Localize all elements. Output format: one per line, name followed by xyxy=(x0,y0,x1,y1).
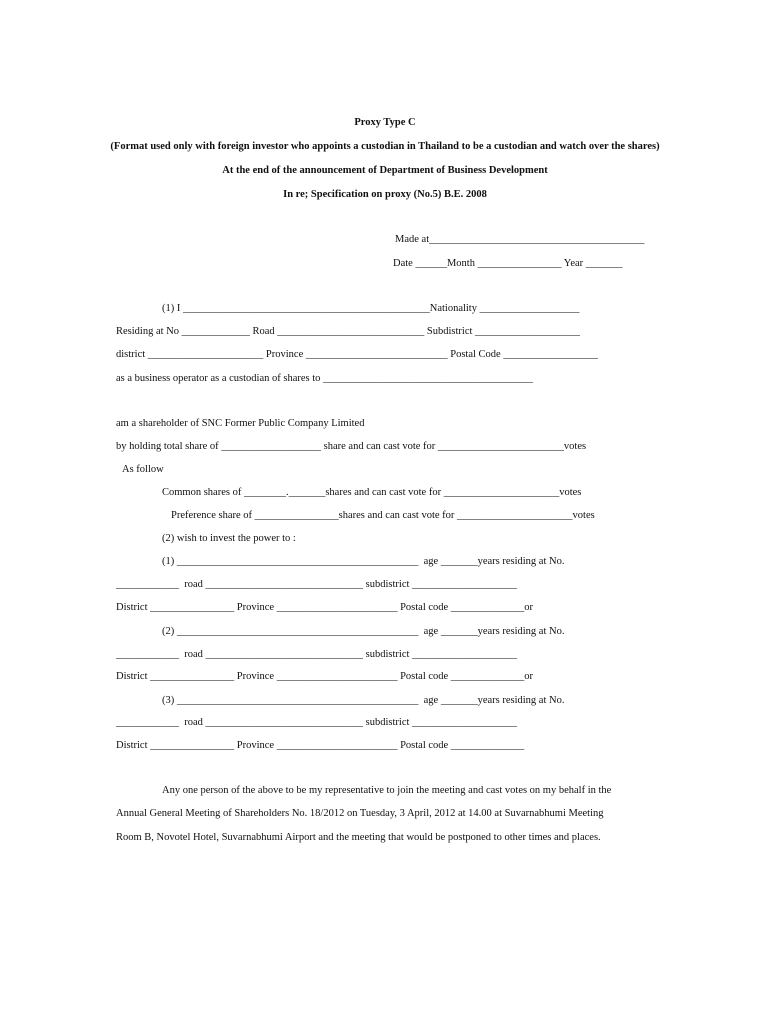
date-line: Date ______Month ________________ Year _______ xyxy=(393,258,623,269)
total-share-line: by holding total share of ___________________ share and can cast vote for ________________________votes xyxy=(116,441,587,452)
proxy-3-district-line: District ________________ Province _______________________ Postal code ______________ xyxy=(116,740,525,751)
proxy-3-name-line: (3) ______________________________________________ age _______years residing at No. xyxy=(162,695,565,706)
made-at-line: Made at_________________________________________ xyxy=(395,234,645,245)
specification-line: In re; Specification on proxy (No.5) B.E. 2008 xyxy=(283,189,487,200)
proxy-3-road-line: ____________ road ______________________________ subdistrict ____________________ xyxy=(116,717,518,728)
grantor-name-line: (1) I _______________________________________________Nationality ___________________ xyxy=(162,303,580,314)
grantor-district-line: district ______________________ Province ___________________________ Postal Code __________________ xyxy=(116,349,598,360)
closing-line-2: Annual General Meeting of Shareholders No. 18/2012 on Tuesday, 3 April, 2012 at 14.00 at Suvarnabhumi Meeting xyxy=(116,808,604,819)
proxy-2-road-line: ____________ road ______________________________ subdistrict ____________________ xyxy=(116,649,518,660)
grantor-address-line: Residing at No _____________ Road ____________________________ Subdistrict ____________________ xyxy=(116,326,581,337)
common-shares-line: Common shares of ________._______shares and can cast vote for ______________________votes xyxy=(162,487,582,498)
as-follow-label: As follow xyxy=(122,464,164,475)
shareholder-line: am a shareholder of SNC Former Public Company Limited xyxy=(116,418,365,429)
custodian-line: as a business operator as a custodian of shares to ________________________________________ xyxy=(116,373,534,384)
closing-line-3: Room B, Novotel Hotel, Suvarnabhumi Airport and the meeting that would be postponed to other times and places. xyxy=(116,832,601,843)
preference-shares-line: Preference share of ________________shares and can cast vote for ______________________votes xyxy=(171,510,595,521)
proxy-1-road-line: ____________ road ______________________________ subdistrict ____________________ xyxy=(116,579,518,590)
closing-line-1: Any one person of the above to be my representative to join the meeting and cast votes on my behalf in the xyxy=(162,785,612,796)
proxy-1-name-line: (1) ______________________________________________ age _______years residing at No. xyxy=(162,556,565,567)
proxy-intro-line: (2) wish to invest the power to : xyxy=(162,533,296,544)
document-title: Proxy Type C xyxy=(354,117,416,128)
proxy-1-district-line: District ________________ Province _______________________ Postal code ______________or xyxy=(116,602,534,613)
proxy-2-name-line: (2) ______________________________________________ age _______years residing at No. xyxy=(162,626,565,637)
document-subtitle: (Format used only with foreign investor who appoints a custodian in Thailand to be a custodian and watch over the shares) xyxy=(110,141,660,152)
proxy-2-district-line: District ________________ Province _______________________ Postal code ______________or xyxy=(116,671,534,682)
announcement-line: At the end of the announcement of Department of Business Development xyxy=(222,165,548,176)
